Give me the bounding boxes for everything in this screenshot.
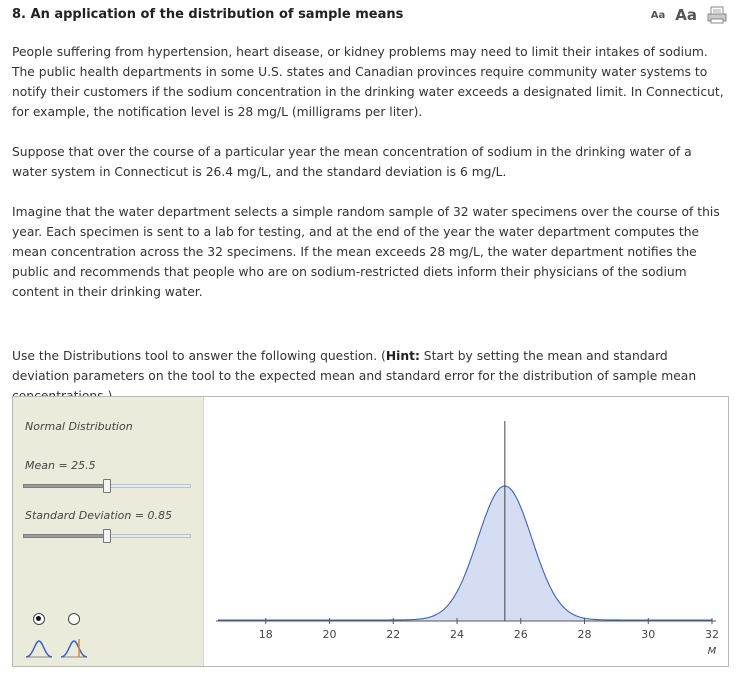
mean-slider-track-filled — [23, 484, 105, 488]
x-tick-label: 30 — [641, 628, 656, 641]
print-icon[interactable] — [707, 6, 727, 24]
radio-selected-dot — [36, 616, 41, 621]
normal-curve-icon[interactable] — [25, 637, 53, 659]
distributions-tool — [12, 396, 729, 667]
sd-slider-track-empty — [109, 534, 191, 538]
intro-paragraph: People suffering from hypertension, heart disease, or kidney problems may need to limit their intakes of sodium. The public health departments in some U.S. states and Canadian provinces require community water systems to notify their customers if the sodium concentration in the drinking water exceeds a designated limit. In Connecticut, for example, the notification level is 28 mg/L (milligrams per liter). — [12, 45, 724, 119]
font-size-increase-button[interactable]: Aa — [675, 6, 697, 24]
mean-label: Mean = 25.5 — [25, 459, 96, 472]
instruction-text-end: Start by setting the mean and standard deviation parameters on the tool to the expected mean and standard error for the distribution of sample mean — [12, 349, 697, 383]
x-tick-label: 26 — [513, 628, 528, 641]
standard-deviation-slider[interactable] — [23, 532, 191, 540]
text-tools — [651, 6, 727, 24]
sd-slider-thumb[interactable] — [103, 529, 111, 543]
radio-normal-curve[interactable] — [33, 613, 45, 625]
sample-paragraph: Imagine that the water department selects a simple random sample of 32 water specimens over the course of this year. Each specimen is sent to a lab for testing, and at the end of the year the water department computes the mean concentration across the 32 specimens. If the mean exceeds 28 mg/L, the water department notifies the public and recommends that people who are on sodium-restricted diets inform their physicians of the sodium content in their drinking water. — [12, 205, 720, 299]
mean-slider-track-empty — [109, 484, 191, 488]
hint-label: Hint: — [385, 349, 420, 363]
normal-distribution-chart — [204, 397, 728, 666]
x-tick-label: 20 — [322, 628, 337, 641]
font-size-decrease-button[interactable]: Aa — [650, 9, 666, 21]
instruction-text-start: Use the Distributions tool to answer the following question. ( — [12, 349, 386, 363]
question-title: 8. An application of the distribution of sample means — [12, 7, 404, 22]
standard-deviation-label: Standard Deviation = 0.85 — [25, 509, 173, 522]
control-panel — [13, 397, 204, 666]
sd-slider-track-filled — [23, 534, 105, 538]
mean-slider-thumb[interactable] — [103, 479, 111, 493]
x-tick-label: 32 — [705, 628, 719, 641]
population-paragraph: Suppose that over the course of a particular year the mean concentration of sodium in the drinking water of a water system in Connecticut is 26.4 mg/L, and the standard deviation is 6 mg/L. — [12, 145, 692, 179]
normal-curve-shaded-icon[interactable] — [60, 637, 88, 659]
x-tick-label: 22 — [386, 628, 401, 641]
curve-area-fill — [218, 486, 712, 621]
mean-slider[interactable] — [23, 482, 191, 490]
distribution-label: Normal Distribution — [25, 420, 133, 433]
x-tick-label: 18 — [258, 628, 273, 641]
x-tick-label: 28 — [577, 628, 592, 641]
x-axis-label: M — [707, 646, 717, 657]
radio-shaded-curve[interactable] — [68, 613, 80, 625]
x-tick-label: 24 — [450, 628, 465, 641]
